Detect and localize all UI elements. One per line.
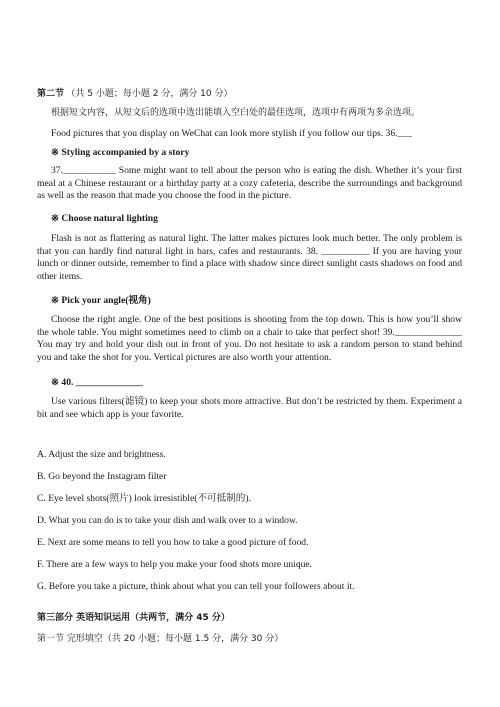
section2-header xyxy=(37,88,465,100)
tip-heading-lighting: ※ Choose natural lighting xyxy=(51,213,158,224)
option-a: A. Adjust the size and brightness. xyxy=(37,449,166,460)
tip-body-lighting: Flash is not as flattering as natural light. The latter makes pictures look much better. The only problem is that you can hardly find natural light in bars, cafes and restaurants. 38. __________ If you are having your lunch or dinner outside, remember to find a place with shadow since direct sunlight casts shadows on food and other items. xyxy=(37,233,462,282)
passage-intro: Food pictures that you display on WeChat can look more stylish if you follow our tips. 36.___ xyxy=(51,128,412,139)
tip-heading-angle: ※ Pick your angle(视角) xyxy=(51,295,151,306)
tip-body-filters: Use various filters(滤镜) to keep your shots more attractive. But don’t be restricted by them. Experiment a bit and see which app is your favorite. xyxy=(37,396,462,420)
option-f: F. There are a few ways to help you make your food shots more unique. xyxy=(37,559,313,570)
section2-instruction: 根据短文内容，从短文后的选项中选出能填入空白处的最佳选项，选项中有两项为多余选项。 xyxy=(51,108,421,118)
option-b: B. Go beyond the Instagram filter xyxy=(37,471,167,482)
option-e: E. Next are some means to tell you how to take a good picture of food. xyxy=(37,537,309,548)
tip-heading-filters: ※ 40. ______________ xyxy=(51,377,143,388)
tip-body-styling: 37.___________ Some might want to tell about the person who is eating the dish. Whether it’s your first meal at a Chinese restaurant or a birthday party at a cozy cafeteria, describe the surroundings and background as well as the reason that made you choose the food in the picture. xyxy=(37,165,462,202)
option-c: C. Eye level shots(照片) look irresistible(不可抵制的). xyxy=(37,493,251,504)
option-g: G. Before you take a picture, think about what you can tell your followers about it. xyxy=(37,581,355,592)
section2-note: （共 5 小题；每小题 2 分，满分 10 分） xyxy=(66,89,233,99)
section2-title: 第二节 xyxy=(37,89,65,99)
part3-subtitle: 第一节 完形填空（共 20 小题；每小题 1.5 分，满分 30 分） xyxy=(37,634,284,644)
tip-body-angle: Choose the right angle. One of the best positions is shooting from the top down. This is how you’ll show the whole table. You might sometimes need to climb on a chair to take that perfect shot! 39.______________ You may try and hold your dish out in front of you. Do not hesitate to ask a random person to stand behind you and take the shot for you. Vertical pictures are also worth your attention. xyxy=(37,314,462,363)
option-d: D. What you can do is to take your dish and walk over to a window. xyxy=(37,515,298,526)
part3-title: 第三部分 英语知识运用（共两节，满分 45 分） xyxy=(37,613,230,623)
tip-heading-styling: ※ Styling accompanied by a story xyxy=(51,147,190,158)
